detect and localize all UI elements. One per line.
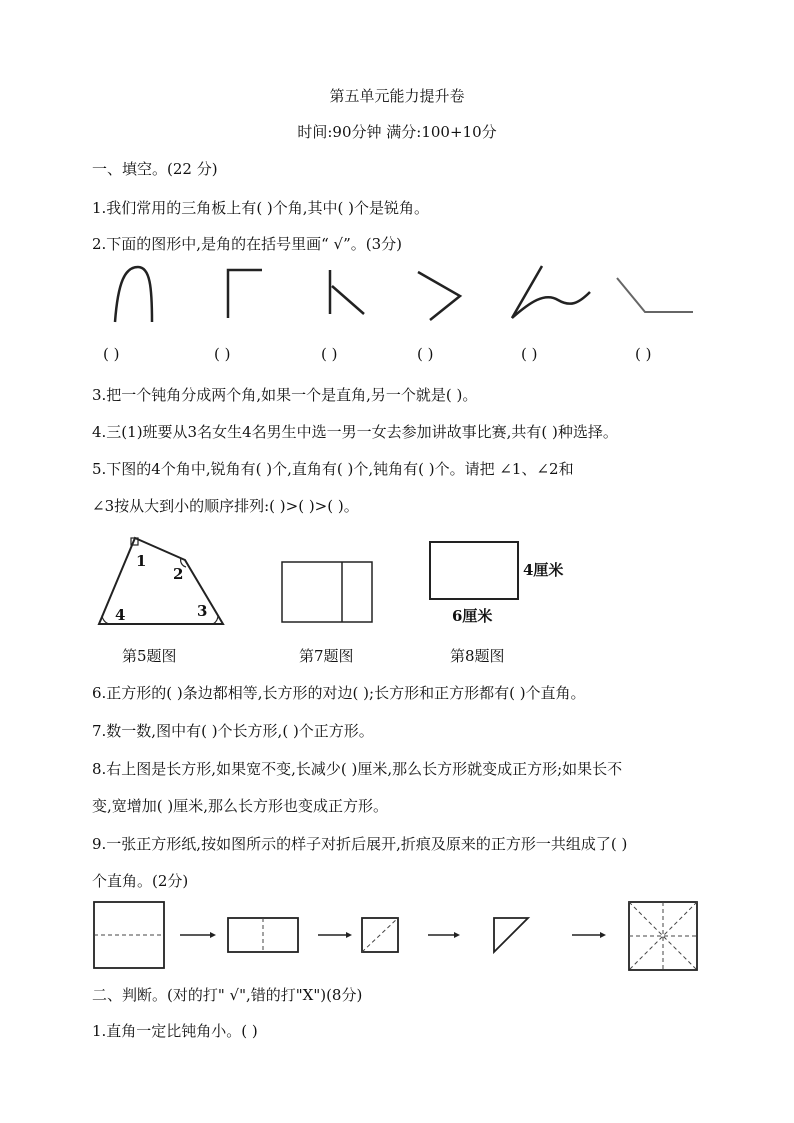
shape-curved-angle [512,266,590,318]
question-4: 4.三(1)班要从3名女生4名男生中选一男一女去参加讲故事比赛,共有( )种选择。 [92,423,618,441]
figure-7-rectangles [281,561,375,623]
q2-bracket-3[interactable]: ( ) [321,345,338,363]
q2-bracket-6[interactable]: ( ) [635,345,652,363]
question-9-line-2: 个直角。(2分) [92,872,189,890]
shape-right-angle [228,270,262,318]
question-5-line-2: ∠3按从大到小的顺序排列:( )>( )>( )。 [92,497,359,515]
question-8-line-1: 8.右上图是长方形,如果宽不变,长减少( )厘米,那么长方形就变成正方形;如果长不 [92,760,623,778]
question-3: 3.把一个钝角分成两个角,如果一个是直角,另一个就是( )。 [92,386,478,404]
shape-angle [418,272,460,320]
question-1: 1.我们常用的三角板上有( )个角,其中( )个是锐角。 [92,199,430,217]
caption-figure-5: 第5题图 [122,647,177,665]
q2-bracket-4[interactable]: ( ) [417,345,434,363]
shape-open-angle [330,270,364,314]
shape-obtuse-angle [617,278,693,312]
figure-8-rectangle [429,540,521,602]
exam-info: 时间:90分钟 满分:100+10分 [297,123,497,141]
figure-8-width-label: 4厘米 [523,561,564,579]
page-title: 第五单元能力提升卷 [329,87,465,105]
q2-shapes [0,262,794,332]
question-2: 2.下面的图形中,是角的在括号里画“ √”。(3分) [92,235,402,253]
question-5-line-1: 5.下图的4个角中,锐角有( )个,直角有( )个,钝角有( )个。请把 ∠1、∠2和 [92,460,574,478]
angle-label-3: 3 [197,602,208,620]
figure-8-length-label: 6厘米 [452,607,493,625]
question-6: 6.正方形的( )条边都相等,长方形的对边( );长方形和正方形都有( )个直角。 [92,684,586,702]
angle-label-1: 1 [136,552,147,570]
question-9-line-1: 9.一张正方形纸,按如图所示的样子对折后展开,折痕及原来的正方形一共组成了( ) [92,835,628,853]
caption-figure-7: 第7题图 [299,647,354,665]
section-heading-judge: 二、判断。(对的打" √",错的打"X")(8分) [92,986,363,1004]
q2-bracket-2[interactable]: ( ) [214,345,231,363]
angle-label-2: 2 [173,565,184,583]
judge-question-1: 1.直角一定比钝角小。( ) [92,1022,258,1040]
shape-arch [115,267,152,322]
caption-figure-8: 第8题图 [450,647,505,665]
q2-bracket-1[interactable]: ( ) [103,345,120,363]
angle-label-4: 4 [115,606,126,624]
question-8-line-2: 变,宽增加( )厘米,那么长方形也变成正方形。 [92,797,389,815]
section-heading-fill: 一、填空。(22 分) [92,160,218,178]
figure-9-folding [0,898,700,978]
question-7: 7.数一数,图中有( )个长方形,( )个正方形。 [92,722,374,740]
q2-bracket-5[interactable]: ( ) [521,345,538,363]
